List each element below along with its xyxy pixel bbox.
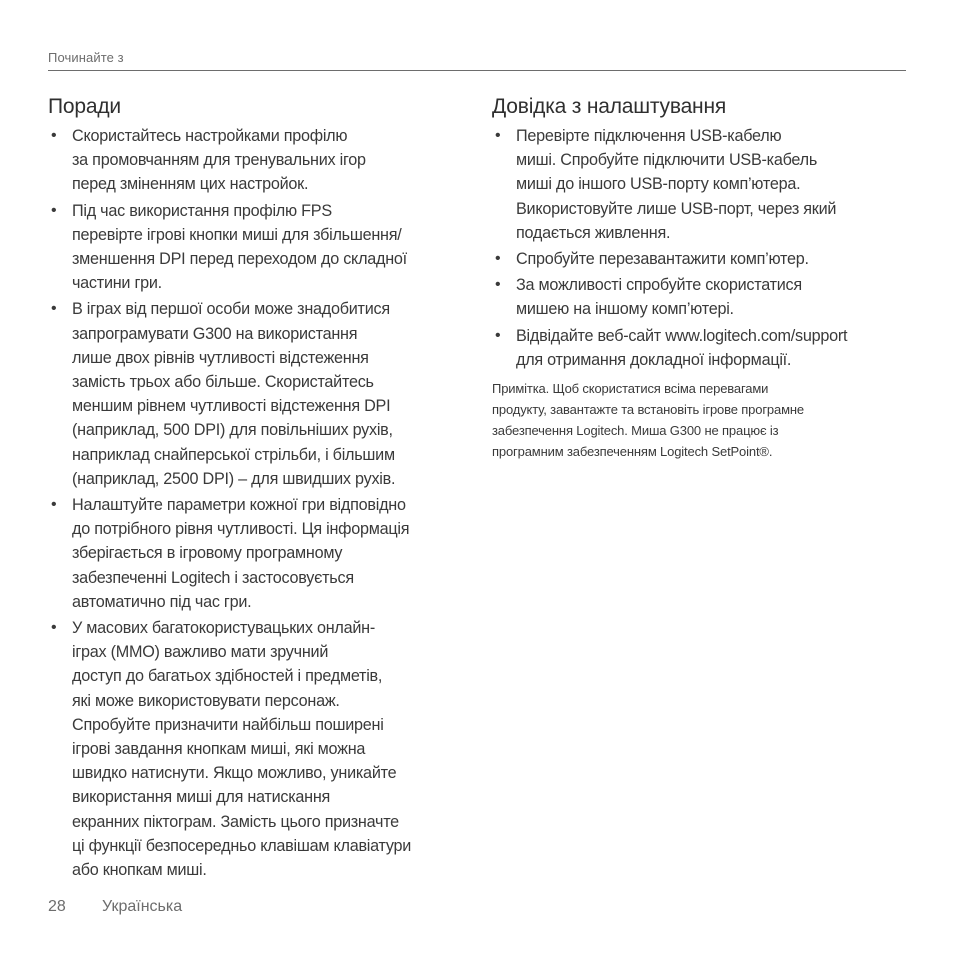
bullet-icon: • xyxy=(495,127,501,144)
setup-help-title: Довідка з налаштування xyxy=(492,95,727,118)
list-item-text: Спробуйте перезавантажити комп’ютер. xyxy=(516,250,809,269)
page-number: 28 xyxy=(48,898,66,915)
bullet-icon: • xyxy=(51,619,57,637)
list-item xyxy=(48,124,460,197)
list-item-text: У масових багатокористувацьких онлайн- іграх (MMO) важливо мати зручний доступ до багатьох здібностей і предметів, які може використовувати персонаж. Спробуйте призначити найбільш поширені ігрові завдання кнопкам миші, які можна швидко натиснути. Якщо можливо, уникайте використання миші для натискання екранних піктограм. Замість цього призначте ці функції безпосередньо клавішам клавіатури або кнопкам миші. xyxy=(72,619,412,880)
header-divider xyxy=(48,70,906,71)
list-item-text: Відвідайте веб-сайт www.logitech.com/support для отримання докладної інформації. xyxy=(516,326,848,369)
list-item-text: За можливості спробуйте скористатися мишею на іншому комп’ютері. xyxy=(516,276,802,319)
list-item-text: В іграх від першої особи може знадобитися запрограмувати G300 на використання лише двох рівнів чутливості відстеження замість трьох або більше. Скористайтесь меншим рівнем чутливості відстеження DPI (наприклад, 500 DPI) для повільніших рухів, наприклад снайперської стрільби, і більшим (наприклад, 2500 DPI) – для швидших рухів. xyxy=(72,300,396,488)
running-head: Починайте з xyxy=(48,50,124,65)
list-item xyxy=(492,124,908,245)
tips-column xyxy=(48,94,460,884)
list-item-text: Налаштуйте параметри кожної гри відповідно до потрібного рівня чутливості. Ця інформація зберігається в ігровому програмному забезпеченні Logitech і застосовується автоматично під час гри. xyxy=(72,496,410,611)
bullet-icon: • xyxy=(495,326,501,344)
footer-language: Українська xyxy=(102,898,183,915)
list-item xyxy=(492,247,908,271)
tips-list xyxy=(48,124,460,882)
page-footer xyxy=(48,898,182,916)
list-item-text: Під час використання профілю FPS перевірте ігрові кнопки миші для збільшення/ зменшення DPI перед переходом до складної частини гри. xyxy=(72,201,407,293)
bullet-icon: • xyxy=(51,201,57,219)
bullet-icon: • xyxy=(495,276,501,294)
tips-title: Поради xyxy=(48,95,121,118)
setup-note: Примітка. Щоб скористатися всіма перевагами продукту, завантажте та встановіть ігрове програмне забезпечення Logitech. Миша G300 не працює із програмним забезпеченням Logitech SetPoint®. xyxy=(492,381,804,460)
list-item xyxy=(48,493,460,614)
setup-help-list xyxy=(492,124,908,372)
list-item-text: Перевірте підключення USB-кабелю миші. Спробуйте підключити USB-кабель миші до іншого USB-порту комп’ютера. Використовуйте лише USB-порт, через який подається живлення. xyxy=(516,127,837,242)
bullet-icon: • xyxy=(51,300,57,318)
list-item xyxy=(492,273,908,321)
list-item xyxy=(48,297,460,491)
list-item xyxy=(48,199,460,296)
setup-help-column xyxy=(492,94,908,462)
list-item xyxy=(492,324,908,372)
bullet-icon: • xyxy=(51,127,57,144)
bullet-icon: • xyxy=(51,496,57,514)
list-item-text: Скористайтесь настройками профілю за промовчанням для тренувальних ігор перед зміненням цих настройок. xyxy=(72,127,366,194)
list-item xyxy=(48,616,460,882)
bullet-icon: • xyxy=(495,250,501,268)
